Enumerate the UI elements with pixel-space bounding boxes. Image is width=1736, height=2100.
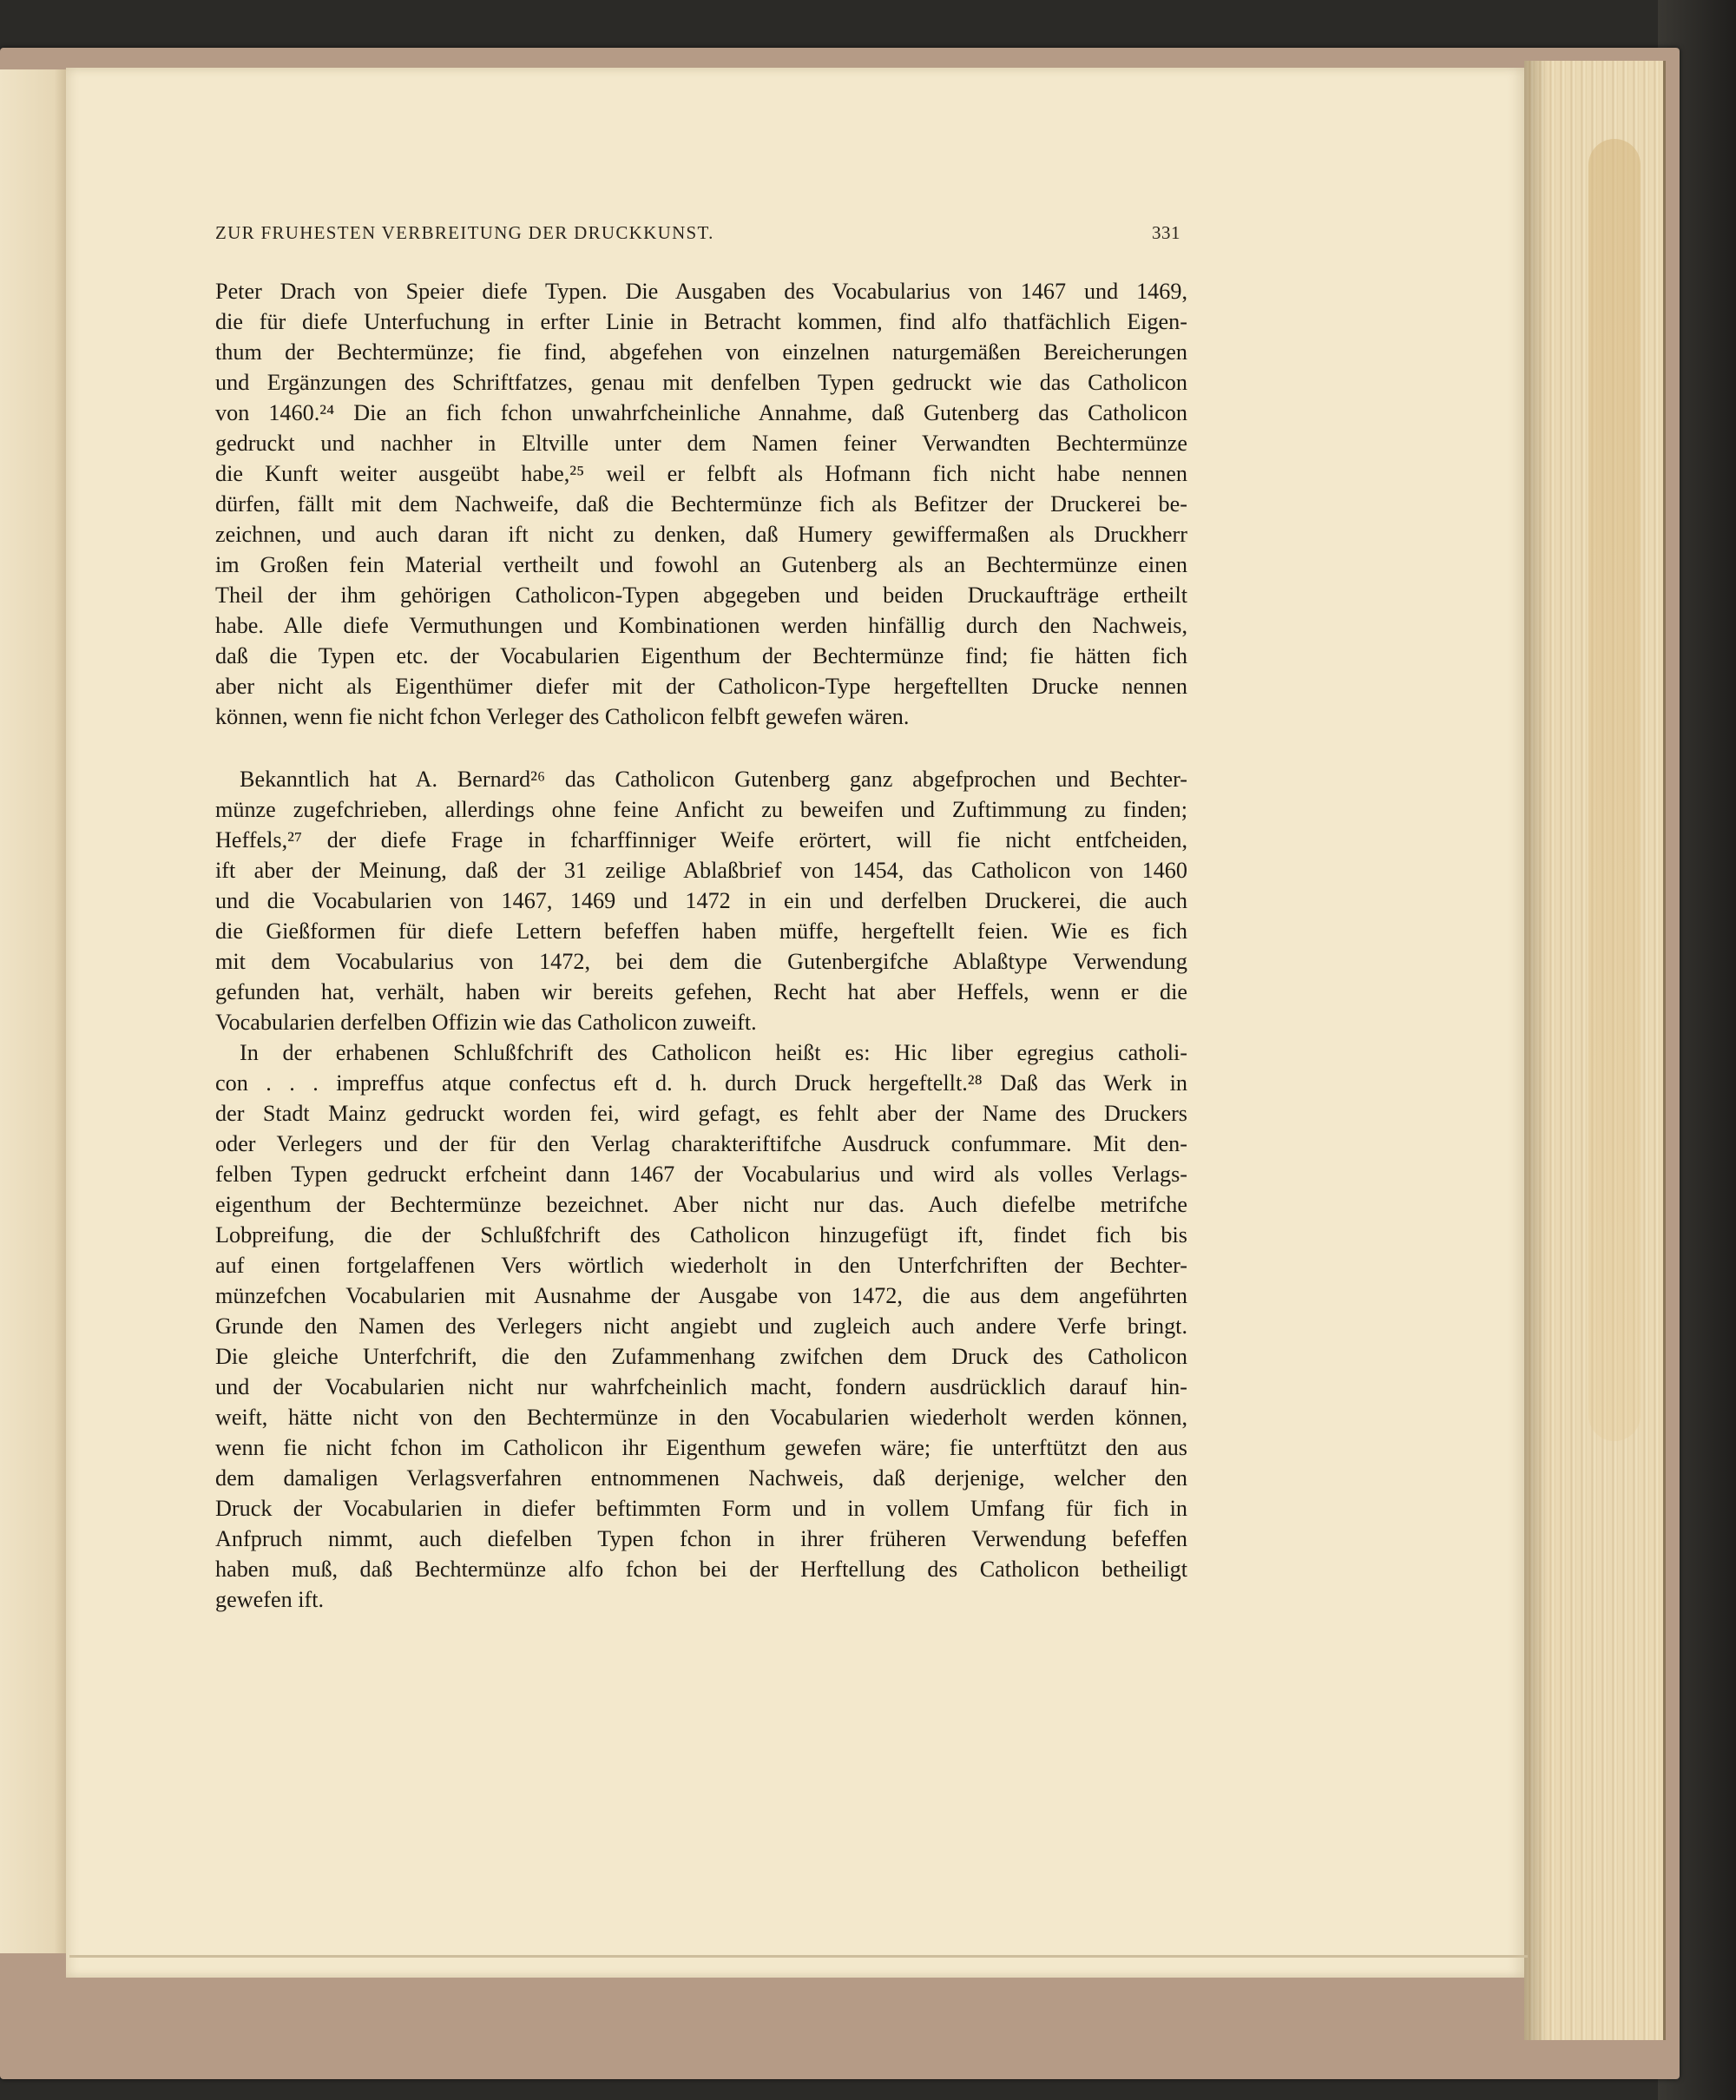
text-line: Vocabularien derfelben Offizin wie das Catholicon zuweift. — [215, 1010, 757, 1035]
text-line: münze zugefchrieben, allerdings ohne feine Anficht zu beweifen und Zuftimmung zu finden; — [215, 797, 1187, 822]
text-line: weift, hätte nicht von den Bechtermünze in den Vocabularien wiederholt werden können, — [215, 1405, 1187, 1430]
text-line: Bekanntlich hat A. Bernard²⁶ das Catholicon Gutenberg ganz abgefprochen und Bechter- — [240, 767, 1187, 792]
text-line: münzefchen Vocabularien mit Ausnahme der Ausgabe von 1472, die aus dem angeführten — [215, 1283, 1187, 1308]
left-page-edge — [0, 69, 68, 1953]
text-line: zeichnen, und auch daran ift nicht zu denken, daß Humery gewiffermaßen als Druckherr — [215, 522, 1187, 547]
text-line: gewefen ift. — [215, 1587, 325, 1612]
text-line: Die gleiche Unterfchrift, die den Zufammenhang zwifchen dem Druck des Catholicon — [215, 1344, 1187, 1369]
text-line: wenn fie nicht fchon im Catholicon ihr Eigenthum gewefen wäre; fie unterftützt den aus — [215, 1435, 1187, 1460]
page-bottom-edge — [69, 1955, 1528, 1958]
text-line: und der Vocabularien nicht nur wahrfcheinlich macht, fondern ausdrücklich darauf hin- — [215, 1374, 1187, 1399]
text-line: habe. Alle diefe Vermuthungen und Kombinationen werden hinfällig durch den Nachweis, — [215, 613, 1187, 638]
text-line: Peter Drach von Speier diefe Typen. Die Ausgaben des Vocabularius von 1467 und 1469, — [215, 279, 1187, 304]
text-line: Anfpruch nimmt, auch diefelben Typen fchon in ihrer früheren Verwendung befeffen — [215, 1526, 1187, 1551]
text-line: Grunde den Namen des Verlegers nicht angiebt und zugleich auch andere Verfe bringt. — [215, 1313, 1187, 1339]
text-line: aber nicht als Eigenthümer diefer mit der Catholicon-Type hergeftellten Drucke nennen — [215, 674, 1187, 699]
text-line: die Gießformen für diefe Lettern befeffen haben müffe, hergeftellt feien. Wie es fich — [215, 918, 1187, 944]
running-title: ZUR FRUHESTEN VERBREITUNG DER DRUCKKUNST. — [215, 222, 714, 243]
text-line: thum der Bechtermünze; fie find, abgefehen von einzelnen naturgemäßen Bereicherungen — [215, 339, 1187, 365]
text-line: daß die Typen etc. der Vocabularien Eigenthum der Bechtermünze find; fie hätten fich — [215, 643, 1187, 668]
text-line: ift aber der Meinung, daß der 31 zeilige Ablaßbrief von 1454, das Catholicon von 1460 — [215, 858, 1187, 883]
text-line: die für diefe Unterfuchung in erfter Linie in Betracht kommen, find alfo thatfächlich Eigen- — [215, 309, 1187, 334]
running-head — [215, 222, 1180, 252]
text-line: gefunden hat, verhält, haben wir bereits gefehen, Recht hat aber Heffels, wenn er die — [215, 979, 1187, 1004]
page-number: 331 — [1152, 222, 1180, 243]
text-line: und die Vocabularien von 1467, 1469 und 1472 in ein und derfelben Druckerei, die auch — [215, 888, 1187, 913]
text-line: eigenthum der Bechtermünze bezeichnet. Aber nicht nur das. Auch diefelbe metrifche — [215, 1192, 1187, 1217]
page-edge-stain — [1588, 139, 1641, 1441]
text-line: dem damaligen Verlagsverfahren entnommenen Nachweis, daß derjenige, welcher den — [215, 1465, 1187, 1491]
text-line: Lobpreifung, die der Schlußfchrift des Catholicon hinzugefügt ift, findet fich bis — [215, 1222, 1187, 1247]
text-line: Druck der Vocabularien in diefer beftimmten Form und in vollem Umfang für fich in — [215, 1496, 1187, 1521]
text-line: con . . . impreffus atque confectus eft d. h. durch Druck hergeftellt.²⁸ Daß das Werk in — [215, 1070, 1187, 1096]
text-line: Theil der ihm gehörigen Catholicon-Typen abgegeben und beiden Druckaufträge ertheilt — [215, 583, 1187, 608]
text-line: im Großen fein Material vertheilt und fowohl an Gutenberg als an Bechtermünze einen — [215, 552, 1187, 577]
text-line: mit dem Vocabularius von 1472, bei dem die Gutenbergifche Ablaßtype Verwendung — [215, 949, 1187, 974]
text-line: haben muß, daß Bechtermünze alfo fchon bei der Herftellung des Catholicon betheiligt — [215, 1557, 1187, 1582]
text-line: oder Verlegers und der für den Verlag charakteriftifche Ausdruck confummare. Mit den- — [215, 1131, 1187, 1156]
text-line: dürfen, fällt mit dem Nachweife, daß die Bechtermünze fich als Befitzer der Druckerei be- — [215, 491, 1187, 517]
text-line: felben Typen gedruckt erfcheint dann 1467 der Vocabularius und wird als volles Verlags- — [215, 1162, 1187, 1187]
text-line: können, wenn fie nicht fchon Verleger des Catholicon felbft gewefen wären. — [215, 704, 910, 729]
text-line: In der erhabenen Schlußfchrift des Catholicon heißt es: Hic liber egregius catholi- — [240, 1040, 1187, 1065]
gutter-shadow — [1524, 61, 1549, 2040]
text-line: von 1460.²⁴ Die an fich fchon unwahrfcheinliche Annahme, daß Gutenberg das Catholicon — [215, 400, 1187, 425]
text-line: Heffels,²⁷ der diefe Frage in fcharffinniger Weife erörtert, will fie nicht entfcheiden, — [215, 827, 1187, 853]
text-line: auf einen fortgelaffenen Vers wörtlich wiederholt in den Unterfchriften der Bechter- — [215, 1253, 1187, 1278]
text-line: der Stadt Mainz gedruckt worden fei, wird gefagt, es fehlt aber der Name des Druckers — [215, 1101, 1187, 1126]
text-line: die Kunft weiter ausgeübt habe,²⁵ weil er felbft als Hofmann fich nicht habe nennen — [215, 461, 1187, 486]
text-line: gedruckt und nachher in Eltville unter dem Namen feiner Verwandten Bechtermünze — [215, 431, 1187, 456]
text-line: und Ergänzungen des Schriftfatzes, genau mit denfelben Typen gedruckt wie das Catholicon — [215, 370, 1187, 395]
